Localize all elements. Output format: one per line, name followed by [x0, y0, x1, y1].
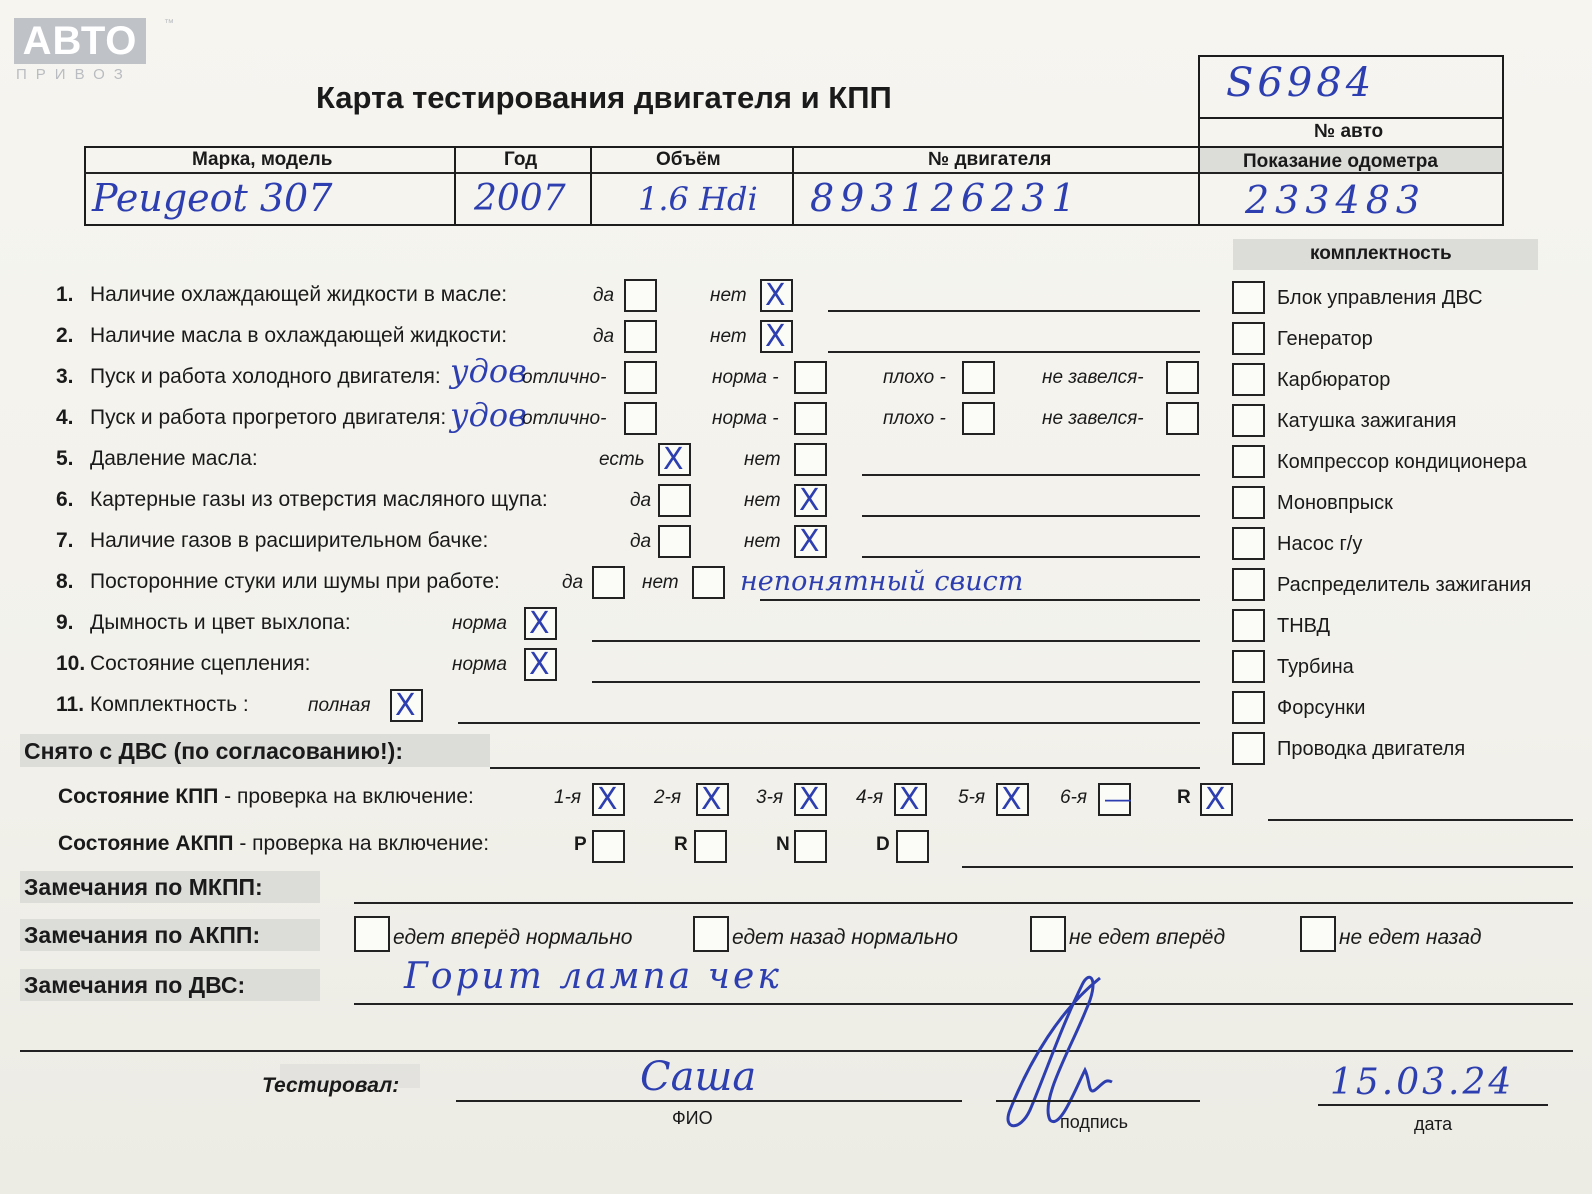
engine-number-value: 893126231 — [810, 176, 1082, 220]
completeness-item: ТНВД — [1277, 615, 1331, 637]
item-number: 9. — [56, 611, 74, 634]
date-line — [1318, 1104, 1548, 1106]
item-number: 7. — [56, 529, 74, 552]
checkbox-no[interactable] — [794, 525, 827, 558]
handwritten-rating: удов — [450, 396, 527, 434]
mkpp-remarks-label: Замечания по МКПП: — [24, 874, 263, 900]
auto-number-value: S6984 — [1226, 60, 1376, 106]
completeness-item: Форсунки — [1277, 697, 1366, 719]
gear-mark: X — [1001, 782, 1022, 817]
signature-caption: подпись — [1060, 1112, 1129, 1132]
akpp-label — [58, 832, 489, 856]
gear-checkbox[interactable] — [592, 783, 625, 816]
akpp-checkbox[interactable] — [794, 830, 827, 863]
akpp-label-bold: Состояние АКПП — [58, 832, 234, 855]
completeness-item: Карбюратор — [1277, 369, 1391, 391]
akpp-mode-label: P — [574, 834, 587, 855]
gear-checkbox[interactable] — [1200, 783, 1233, 816]
akpp-option: едет назад нормально — [732, 926, 958, 949]
completeness-item: Катушка зажигания — [1277, 410, 1457, 432]
akpp-no-backward-checkbox[interactable] — [1300, 916, 1336, 952]
gear-checkbox[interactable] — [696, 783, 729, 816]
dvs-remarks-line — [354, 1003, 1573, 1005]
notes-line — [458, 722, 1200, 724]
logo-sub: ПРИВОЗ — [16, 66, 132, 83]
option-label: нет — [744, 490, 781, 511]
akpp-notes-line — [962, 866, 1573, 868]
checkbox-not-started[interactable] — [1166, 402, 1199, 435]
completeness-item: Насос г/у — [1277, 533, 1363, 555]
gear-mark: — — [1105, 783, 1131, 813]
checkbox-normal[interactable] — [524, 648, 557, 681]
option-label: норма - — [712, 367, 779, 388]
option-label: норма - — [712, 408, 779, 429]
check-mark: X — [529, 647, 550, 682]
option-label: да — [593, 285, 615, 306]
option-label: не завелся- — [1042, 408, 1144, 429]
gear-mark: X — [799, 782, 820, 817]
completeness-checkbox[interactable] — [1232, 404, 1265, 437]
removed-label: Снято с ДВС (по согласованию!): — [24, 738, 403, 764]
akpp-checkbox[interactable] — [592, 830, 625, 863]
checkbox-yes[interactable] — [658, 443, 691, 476]
item-text: Пуск и работа прогретого двигателя: — [90, 406, 447, 429]
kpp-notes-line — [1268, 819, 1573, 821]
checkbox-yes[interactable] — [624, 279, 657, 312]
col-header-make: Марка, модель — [192, 149, 333, 170]
option-label: нет — [642, 572, 679, 593]
item-number: 5. — [56, 447, 74, 470]
completeness-checkbox[interactable] — [1232, 732, 1265, 765]
option-label: да — [630, 531, 652, 552]
item-number: 4. — [56, 406, 74, 429]
gear-label: 6-я — [1060, 787, 1088, 808]
notes-line — [862, 515, 1200, 517]
completeness-checkbox[interactable] — [1232, 363, 1265, 396]
gear-checkbox[interactable] — [996, 783, 1029, 816]
page-title: Карта тестирования двигателя и КПП — [316, 80, 892, 115]
gear-mark: X — [701, 782, 722, 817]
tester-name: Саша — [640, 1054, 757, 1100]
item-number: 2. — [56, 324, 74, 347]
completeness-checkbox[interactable] — [1232, 322, 1265, 355]
akpp-mode-label: R — [674, 834, 688, 855]
col-divider — [1198, 146, 1200, 226]
check-mark: X — [799, 524, 820, 559]
option-label: нет — [710, 326, 747, 347]
notes-line — [828, 351, 1200, 353]
item-number: 6. — [56, 488, 74, 511]
date-caption: дата — [1414, 1114, 1453, 1134]
kpp-label — [58, 785, 474, 809]
volume-value: 1.6 Hdi — [638, 180, 758, 218]
checkbox-no[interactable] — [794, 443, 827, 476]
checkbox-bad[interactable] — [962, 402, 995, 435]
option-label: плохо - — [883, 408, 946, 429]
checkbox-yes[interactable] — [624, 320, 657, 353]
gear-label: 3-я — [756, 787, 784, 808]
akpp-checkbox[interactable] — [896, 830, 929, 863]
checkbox-excellent[interactable] — [624, 361, 657, 394]
item-number: 1. — [56, 283, 74, 306]
gear-checkbox[interactable] — [894, 783, 927, 816]
removed-line — [490, 767, 1200, 769]
handwritten-noise-note: непонятный свист — [740, 566, 1024, 597]
col-divider — [590, 146, 592, 226]
checkbox-yes[interactable] — [592, 566, 625, 599]
check-mark: X — [395, 688, 416, 723]
checkbox-full[interactable] — [390, 689, 423, 722]
dvs-remarks-label: Замечания по ДВС: — [24, 972, 246, 998]
completeness-item: Турбина — [1277, 656, 1354, 678]
completeness-checkbox[interactable] — [1232, 445, 1265, 478]
checkbox-normal[interactable] — [794, 402, 827, 435]
checkbox-excellent[interactable] — [624, 402, 657, 435]
col-divider — [792, 146, 794, 226]
option-label: отлично- — [522, 408, 607, 429]
option-label: да — [630, 490, 652, 511]
mkpp-remarks-line — [354, 902, 1573, 904]
item-text: Картерные газы из отверстия масляного щупа: — [90, 488, 548, 511]
checkbox-no[interactable] — [760, 320, 793, 353]
akpp-mode-label: N — [776, 834, 790, 855]
gear-checkbox[interactable] — [1098, 783, 1131, 816]
kpp-label-bold: Состояние КПП — [58, 785, 219, 808]
gear-mark: X — [899, 782, 920, 817]
item-text: Пуск и работа холодного двигателя: — [90, 365, 441, 388]
checkbox-no[interactable] — [760, 279, 793, 312]
col-header-volume: Объём — [656, 149, 721, 170]
akpp-no-forward-checkbox[interactable] — [1030, 916, 1066, 952]
completeness-item: Блок управления ДВС — [1277, 287, 1483, 309]
make-model-value: Peugeot 307 — [92, 176, 333, 220]
akpp-option: не едет назад — [1339, 926, 1482, 949]
completeness-title: комплектность — [1310, 243, 1452, 264]
auto-number-label: № авто — [1314, 121, 1384, 142]
logo-tm: ™ — [164, 18, 174, 29]
gear-label: 2-я — [654, 787, 682, 808]
completeness-checkbox[interactable] — [1232, 568, 1265, 601]
checkbox-yes[interactable] — [658, 484, 691, 517]
checkbox-not-started[interactable] — [1166, 361, 1199, 394]
item-number: 8. — [56, 570, 74, 593]
item-text: Посторонние стуки или шумы при работе: — [90, 570, 500, 593]
completeness-item: Проводка двигателя — [1277, 738, 1466, 760]
gear-label: R — [1177, 787, 1191, 808]
col-header-engine-no: № двигателя — [928, 149, 1052, 170]
checkbox-normal[interactable] — [794, 361, 827, 394]
item-text: Дымность и цвет выхлопа: — [90, 611, 351, 634]
logo-main: АВТО — [14, 18, 146, 64]
col-header-year: Год — [504, 149, 538, 170]
item-number: 10. — [56, 652, 86, 675]
item-number: 3. — [56, 365, 74, 388]
akpp-option: не едет вперёд — [1069, 926, 1226, 949]
completeness-checkbox[interactable] — [1232, 609, 1265, 642]
checkbox-no[interactable] — [794, 484, 827, 517]
odometer-value: 233483 — [1245, 178, 1427, 222]
notes-line — [592, 640, 1200, 642]
notes-line — [862, 556, 1200, 558]
check-mark: X — [663, 442, 684, 477]
col-divider — [454, 146, 456, 226]
notes-line — [828, 310, 1200, 312]
option-label: нет — [744, 449, 781, 470]
option-label: есть — [599, 449, 645, 470]
gear-label: 5-я — [958, 787, 986, 808]
item-text: Состояние сцепления: — [90, 652, 311, 675]
item-text: Наличие охлаждающей жидкости в масле: — [90, 283, 508, 306]
checkbox-normal[interactable] — [524, 607, 557, 640]
name-line — [456, 1100, 962, 1102]
completeness-checkbox[interactable] — [1232, 650, 1265, 683]
item-number: 11. — [56, 693, 85, 716]
checkbox-no[interactable] — [692, 566, 725, 599]
check-mark: X — [765, 278, 786, 313]
check-mark: X — [799, 483, 820, 518]
year-value: 2007 — [474, 178, 566, 219]
logo — [14, 18, 174, 84]
gear-checkbox[interactable] — [794, 783, 827, 816]
gear-label: 1-я — [554, 787, 582, 808]
option-label: да — [562, 572, 584, 593]
notes-line — [592, 681, 1200, 683]
item-text: Наличие газов в расширительном бачке: — [90, 529, 489, 552]
item-text: Комплектность : — [90, 693, 249, 716]
option-label: не завелся- — [1042, 367, 1144, 388]
checkbox-yes[interactable] — [658, 525, 691, 558]
completeness-checkbox[interactable] — [1232, 486, 1265, 519]
akpp-forward-ok-checkbox[interactable] — [354, 916, 390, 952]
checkbox-bad[interactable] — [962, 361, 995, 394]
signature-line — [996, 1100, 1200, 1102]
dvs-remarks-value: Горит лампа чек — [404, 956, 782, 997]
option-label: плохо - — [883, 367, 946, 388]
option-label: да — [593, 326, 615, 347]
completeness-checkbox[interactable] — [1232, 691, 1265, 724]
gear-label: 4-я — [856, 787, 884, 808]
option-label: нет — [744, 531, 781, 552]
date-value: 15.03.24 — [1330, 1062, 1515, 1103]
completeness-item: Распределитель зажигания — [1277, 574, 1532, 596]
completeness-checkbox[interactable] — [1232, 281, 1265, 314]
gear-mark: X — [597, 782, 618, 817]
notes-line — [760, 599, 1200, 601]
name-caption: ФИО — [672, 1108, 713, 1128]
dvs-remarks-line-2 — [20, 1050, 1573, 1052]
akpp-mode-label: D — [876, 834, 890, 855]
item-text: Давление масла: — [90, 447, 258, 470]
akpp-remarks-label: Замечания по АКПП: — [24, 922, 261, 948]
item-text: Наличие масла в охлаждающей жидкости: — [90, 324, 508, 347]
check-mark: X — [529, 606, 550, 641]
gear-mark: X — [1205, 782, 1226, 817]
akpp-option: едет вперёд нормально — [393, 926, 633, 949]
option-label: полная — [308, 695, 371, 716]
akpp-backward-ok-checkbox[interactable] — [693, 916, 729, 952]
completeness-checkbox[interactable] — [1232, 527, 1265, 560]
completeness-item: Генератор — [1277, 328, 1373, 350]
tested-by-label: Тестировал: — [262, 1074, 400, 1097]
notes-line — [862, 474, 1200, 476]
option-label: нет — [710, 285, 747, 306]
option-label: отлично- — [522, 367, 607, 388]
akpp-label-rest: - проверка на включение: — [233, 832, 490, 855]
akpp-checkbox[interactable] — [694, 830, 727, 863]
handwritten-rating: удов — [450, 352, 527, 390]
kpp-label-rest: - проверка на включение: — [218, 785, 474, 808]
option-label: норма — [452, 613, 507, 634]
check-mark: X — [765, 319, 786, 354]
completeness-item: Моновпрыск — [1277, 492, 1393, 514]
option-label: норма — [452, 654, 507, 675]
completeness-item: Компрессор кондиционера — [1277, 451, 1527, 473]
col-header-odometer: Показание одометра — [1243, 151, 1438, 172]
